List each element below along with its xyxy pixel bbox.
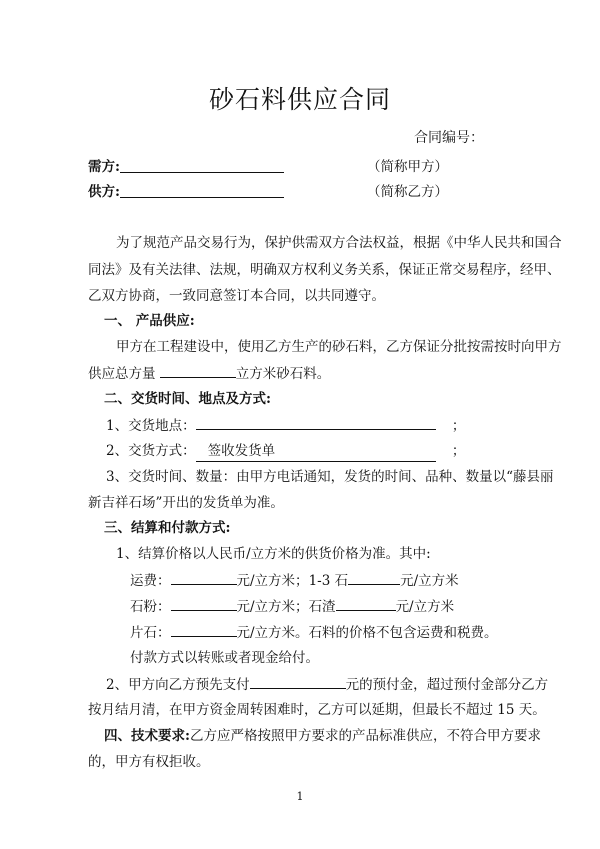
freight-row — [130, 570, 459, 591]
section4-heading: 四、技术要求: — [104, 728, 190, 744]
settlement-line-1: 1、结算价格以人民币/立方米的供货价格为准。其中: — [116, 546, 431, 562]
supplier-label: 供方: — [88, 184, 120, 200]
powder-label: 石粉： — [130, 599, 171, 615]
powder-row — [130, 596, 454, 617]
section1-line-2 — [88, 363, 330, 384]
prepayment-line-1 — [106, 674, 548, 695]
supply-volume-suffix: 立方米砂石料。 — [235, 366, 331, 382]
delivery-time-line-1: 3、交货时间、数量：由甲方电话通知，发货的时间、品种、数量以“藤县丽 — [106, 469, 554, 485]
supplier-blank-line[interactable] — [120, 197, 284, 198]
intro-line-3: 乙双方协商，一致同意签订本合同，以共同遵守。 — [88, 288, 385, 304]
supply-volume-blank[interactable] — [160, 363, 236, 378]
buyer-abbr: （简称甲方） — [367, 159, 448, 175]
freight-label: 运费： — [130, 573, 171, 589]
delivery-method-field[interactable] — [196, 441, 436, 462]
delivery-place-label: 1、交货地点： — [106, 418, 196, 434]
delivery-method-row — [106, 441, 465, 462]
delivery-place-blank[interactable] — [196, 415, 436, 430]
delivery-method-end: ； — [451, 443, 466, 459]
payment-method: 付款方式以转账或者现金给付。 — [130, 650, 319, 666]
prepayment-amount-blank[interactable] — [250, 674, 346, 689]
supply-volume-prefix: 供应总方量 — [88, 366, 156, 382]
prepayment-suffix: 元的预付金，超过预付金部分乙方 — [345, 677, 549, 693]
flake-row — [130, 622, 498, 643]
page-title: 砂石料供应合同 — [208, 85, 391, 114]
section2-heading: 二、交货时间、地点及方式: — [104, 391, 271, 407]
intro-line-2: 同法》及有关法律、法规，明确双方权利义务关系，保证正常交易程序，经甲、 — [88, 262, 561, 278]
prepayment-line-2: 按月结月清，在甲方资金周转困难时，乙方可以延期，但最长不超过 15 天。 — [88, 702, 546, 718]
contract-number-label: 合同编号： — [414, 130, 484, 146]
delivery-place-row — [106, 415, 465, 436]
buyer-blank-line[interactable] — [120, 172, 284, 173]
page-number: 1 — [296, 790, 304, 803]
delivery-time-line-2: 新吉祥石场”开出的发货单为准。 — [88, 495, 284, 511]
powder-price-blank[interactable] — [171, 596, 237, 611]
section4-line-1 — [104, 726, 541, 746]
section1-line-1: 甲方在工程建设中，使用乙方生产的砂石料，乙方保证分批按需按时向甲方 — [116, 339, 562, 355]
delivery-method-value: 签收发货单 — [207, 443, 276, 459]
flake-price-blank[interactable] — [171, 622, 237, 637]
prepayment-prefix: 2、甲方向乙方预先支付 — [106, 677, 250, 693]
intro-line-1: 为了规范产品交易行为，保护供需双方合法权益，根据《中华人民共和国合 — [116, 235, 562, 251]
freight-unit: 元/立方米； — [236, 573, 309, 589]
flake-label: 片石： — [130, 625, 171, 641]
flake-tail: 元/立方米。石料的价格不包含运费和税费。 — [236, 625, 498, 641]
section4-text: 乙方应严格按照甲方要求的产品标准供应，不符合甲方要求 — [189, 728, 541, 744]
section3-heading: 三、结算和付款方式: — [104, 520, 231, 536]
delivery-method-label: 2、交货方式： — [106, 443, 196, 459]
freight-price-blank[interactable] — [171, 570, 237, 585]
slag-label: 石渣 — [308, 599, 336, 615]
stone13-price-blank[interactable] — [348, 570, 400, 585]
section4-line-2: 的，甲方有权拒收。 — [88, 754, 210, 770]
stone13-label: 1-3 石 — [308, 573, 349, 589]
delivery-place-end: ； — [451, 418, 466, 434]
slag-unit: 元/立方米 — [395, 599, 455, 615]
slag-price-blank[interactable] — [336, 596, 396, 611]
buyer-label: 需方: — [88, 159, 120, 175]
section1-heading: 一、 产品供应: — [104, 313, 195, 329]
stone13-unit: 元/立方米 — [400, 573, 459, 589]
supplier-abbr: （简称乙方） — [367, 184, 448, 200]
powder-unit: 元/立方米； — [236, 599, 309, 615]
